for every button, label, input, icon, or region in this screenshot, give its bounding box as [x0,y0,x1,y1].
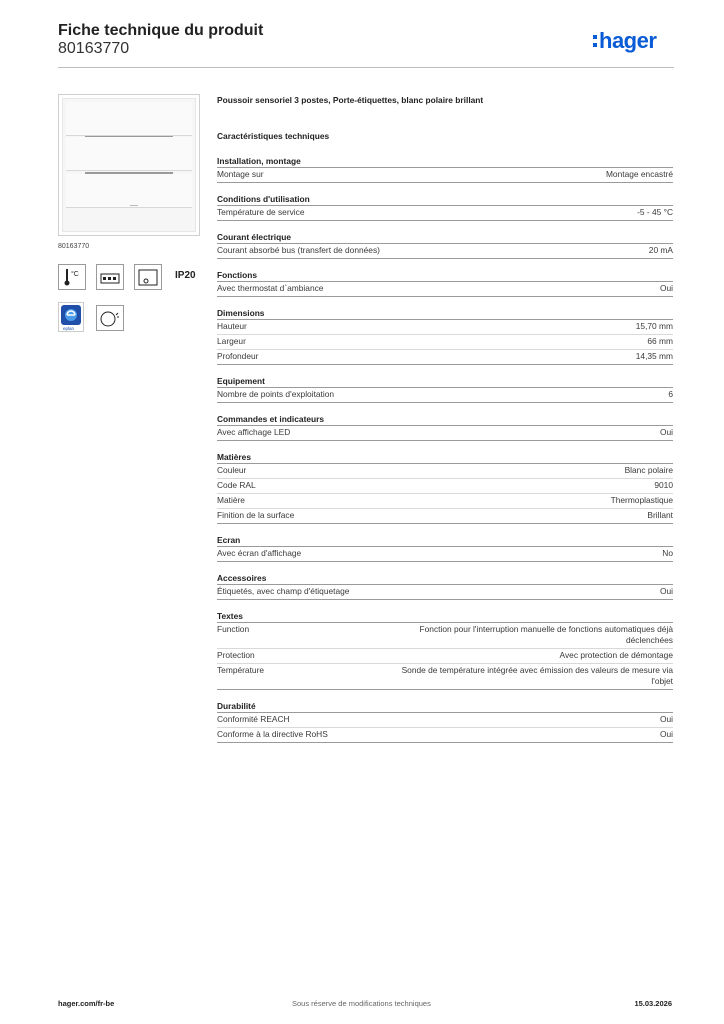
footer-date: 15.03.2026 [634,999,672,1008]
spec-row [217,335,673,350]
hager-logo[interactable] [593,26,675,56]
spec-label: Largeur [217,336,246,346]
spec-section [217,611,673,690]
spec-value: 9010 [654,480,673,490]
spec-section [217,452,673,524]
spec-label: Finition de la surface [217,510,295,520]
spec-section [217,232,673,259]
spec-value: 66 mm [647,336,673,346]
spec-section [217,701,673,743]
spec-row [217,585,673,600]
spec-value: Oui [659,714,673,724]
display-led-icon [96,264,124,290]
spec-row [217,388,673,403]
section-title: Dimensions [217,308,673,320]
section-title: Fonctions [217,270,673,282]
product-code: 80163770 [58,40,130,57]
spec-sections [217,156,673,743]
spec-row [217,728,673,743]
spec-row [217,713,673,728]
spec-value: Fonction pour l'interruption manuelle de fonctions automatiques déjà déclenchées [419,624,673,645]
spec-row [217,547,673,562]
spec-label: Montage sur [217,169,264,179]
spec-label: Profondeur [217,351,259,361]
section-title: Commandes et indicateurs [217,414,673,426]
page-title: Fiche technique du produit [58,22,264,39]
spec-section [217,308,673,365]
spec-value: Oui [659,729,673,739]
spec-value: Brillant [647,510,673,520]
section-title: Conditions d'utilisation [217,194,673,206]
spec-label: Protection [217,650,255,660]
section-title: Textes [217,611,673,623]
spec-section [217,376,673,403]
product-image [58,94,200,236]
spec-label: Avec thermostat d`ambiance [217,283,324,293]
spec-value: Oui [659,586,673,596]
temperature-celsius-icon [58,264,86,290]
spec-value: 14,35 mm [635,351,673,361]
spec-section [217,414,673,441]
protection-hand-icon [96,305,124,331]
spec-label: Conforme à la directive RoHS [217,729,328,739]
spec-row [217,623,673,649]
spec-value: 6 [668,389,673,399]
spec-row [217,320,673,335]
spec-content [217,95,673,743]
spec-row [217,509,673,524]
ip20-icon: IP20 [175,270,196,281]
spec-label: Function [217,624,250,634]
spec-row [217,664,673,690]
spec-label: Température de service [217,207,305,217]
spec-value: Avec protection de démontage [559,650,673,660]
spec-label: Code RAL [217,480,256,490]
spec-value: 20 mA [648,245,673,255]
spec-value: Blanc polaire [624,465,673,475]
spec-label: Matière [217,495,245,505]
spec-value: Oui [659,427,673,437]
spec-row [217,350,673,365]
svg-text:eplan: eplan [63,326,75,331]
section-title: Courant électrique [217,232,673,244]
spec-section [217,270,673,297]
spec-row [217,244,673,259]
spec-label: Avec affichage LED [217,427,291,437]
section-title: Matières [217,452,673,464]
spec-value: Oui [659,283,673,293]
footer-website[interactable]: hager.com/fr-be [58,999,115,1008]
brand-name: hager [599,28,657,53]
tech-title: Caractéristiques techniques [217,131,330,141]
spec-row [217,282,673,297]
section-title: Accessoires [217,573,673,585]
sensor-touch-icon [134,264,162,290]
spec-value: No [662,548,673,558]
image-caption: 80163770 [58,243,90,250]
spec-value: Thermoplastique [610,495,673,505]
footer-notice: Sous réserve de modifications techniques [292,999,431,1008]
spec-section [217,194,673,221]
header-divider [58,67,674,68]
spec-section [217,573,673,600]
eplan-icon [58,302,84,332]
spec-label: Courant absorbé bus (transfert de données) [217,245,380,255]
spec-row [217,494,673,509]
spec-label: Température [217,665,265,675]
section-title: Ecran [217,535,673,547]
svg-text:°C: °C [71,271,79,278]
spec-value: Montage encastré [605,169,673,179]
spec-section [217,156,673,183]
spec-value: Sonde de température intégrée avec émission des valeurs de mesure via l'objet [401,665,673,686]
spec-row [217,649,673,664]
spec-row [217,464,673,479]
spec-row [217,168,673,183]
spec-label: Nombre de points d'exploitation [217,389,335,399]
section-title: Durabilité [217,701,673,713]
spec-value: -5 - 45 °C [637,207,673,217]
spec-label: Conformité REACH [217,714,290,724]
section-title: Installation, montage [217,156,673,168]
spec-row [217,426,673,441]
spec-label: Couleur [217,465,247,475]
spec-label: Avec écran d'affichage [217,548,302,558]
spec-row [217,479,673,494]
section-title: Equipement [217,376,673,388]
spec-label: Hauteur [217,321,247,331]
spec-row [217,206,673,221]
spec-label: Étiquetés, avec champ d'étiquetage [217,586,350,596]
product-name: Poussoir sensoriel 3 postes, Porte-étiquettes, blanc polaire brillant [217,95,484,105]
spec-value: 15,70 mm [635,321,673,331]
spec-section [217,535,673,562]
